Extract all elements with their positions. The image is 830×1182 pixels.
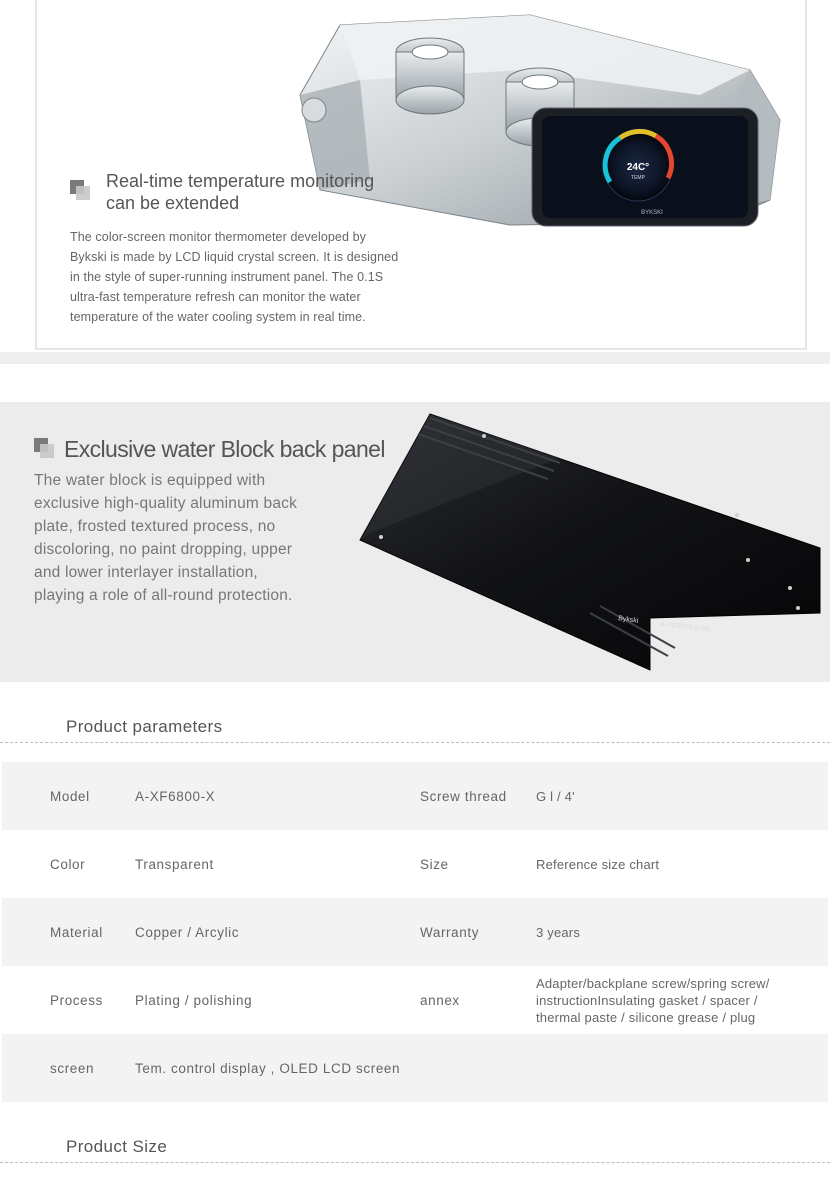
monitor-description: The color-screen monitor thermometer developed by Bykski is made by LCD liquid crystal screen. It is designed in the style of super-running instrument panel. The 0.1S ultra-fast temperature refresh can monitor the water temperature of the water cooling system in real time. <box>70 230 399 324</box>
table-row <box>2 762 828 830</box>
plate-model: A-XF6800-X-BE <box>659 621 712 634</box>
parameters-table <box>2 762 828 1102</box>
table-row <box>2 898 828 966</box>
param-value: Plating / polishing <box>135 992 253 1008</box>
param-key: Material <box>50 924 103 940</box>
plate-brand: Bykski <box>617 615 639 625</box>
backpanel-description: The water block is equipped with exclusive high-quality aluminum back plate, frosted textured process, no discoloring, no paint dropping, upper and lower interlayer installation, playing a role of all-round protection. <box>34 472 298 604</box>
param-value: A-XF6800-X <box>135 788 216 804</box>
fitting-left <box>396 38 464 114</box>
param-value: Reference size chart <box>536 856 660 872</box>
backplate-image <box>350 408 830 678</box>
param-value: Adapter/backplane screw/spring screw/ instructionInsulating gasket / spacer / thermal paste / silicone grease / plug <box>536 975 770 1025</box>
heading-divider <box>0 1162 830 1163</box>
param-key: screen <box>50 1060 95 1076</box>
backpanel-title: Exclusive water Block back panel <box>64 436 385 462</box>
monitor-title: Real-time temperature monitoring can be extended <box>106 171 375 213</box>
param-key: Color <box>50 856 86 872</box>
size-heading: Product Size <box>66 1137 168 1156</box>
param-value: 3 years <box>536 924 581 940</box>
heading-divider <box>0 742 830 743</box>
section-divider <box>0 352 830 364</box>
monitor-section <box>0 0 830 364</box>
param-key: Warranty <box>420 924 480 940</box>
bullet-square-icon <box>34 438 54 458</box>
table-row <box>2 966 828 1034</box>
param-key: Model <box>50 788 90 804</box>
bullet-square-icon <box>70 180 90 200</box>
param-key: Process <box>50 992 103 1008</box>
table-row <box>2 830 828 898</box>
param-key: annex <box>420 992 460 1008</box>
spacer <box>0 364 830 402</box>
display-brand: BYKSKI <box>641 210 663 216</box>
parameters-heading: Product parameters <box>66 717 223 736</box>
param-value: Tem. control display , OLED LCD screen <box>135 1060 401 1076</box>
param-value: Transparent <box>135 856 214 872</box>
param-key: Size <box>420 856 449 872</box>
display-unit: TEMP <box>631 175 645 181</box>
display-temp: 24C° <box>626 162 650 173</box>
water-block-image <box>280 0 800 260</box>
param-key: Screw thread <box>420 788 507 804</box>
table-row <box>2 1034 828 1102</box>
param-value <box>536 1034 796 1102</box>
param-value: G l / 4' <box>536 788 575 804</box>
param-value: Copper / Arcylic <box>135 924 240 940</box>
